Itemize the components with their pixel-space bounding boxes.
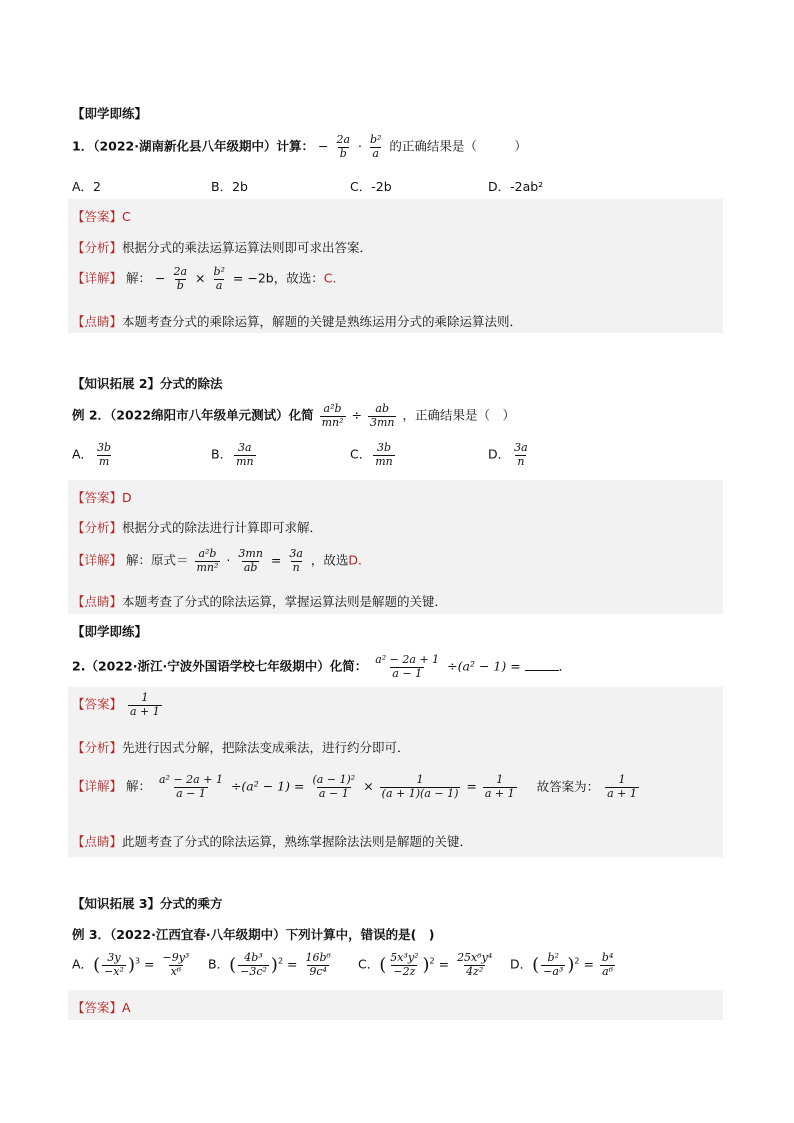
detail-times: × <box>363 778 374 794</box>
ex2-analysis <box>72 518 322 536</box>
q1-dot: · <box>358 138 362 154</box>
detail-result: = −2b，故选： <box>232 270 324 286</box>
q2-answer <box>72 692 164 718</box>
analysis-label: 【分析】 <box>72 740 123 755</box>
ex3-option-a: A．( $\frac{3y}{\text{−x²}}$ )$^3$ = $\frac{\text{−9y³}}{\text{x⁶}}$ <box>72 951 190 978</box>
ex2-option-c: C． $\frac{3b}{mn}$ <box>350 441 393 468</box>
section-header-knowledge-2: 【知识拓展 2】分式的除法 <box>72 376 223 391</box>
analysis-label: 【分析】 <box>72 240 123 255</box>
detail-eq: = <box>466 778 477 794</box>
detail-fraction-2: $\frac{3mn}{ab}$ <box>238 547 263 574</box>
answer-fraction: $\frac{1}{a + 1}$ <box>130 691 160 718</box>
ex3-option-d: D．( $\frac{\text{b²}}{\text{−a³}}$ )$^2$ = $\frac{\text{b⁴}}{\text{a⁶}}$ <box>510 951 614 978</box>
question-1-stem <box>72 134 527 160</box>
detail-mid: ÷(a² − 1) = <box>230 778 305 794</box>
answer-label: 【答案】 <box>72 1000 123 1015</box>
detail-label: 【详解】 <box>72 552 123 568</box>
example-3-stem: 例 3．（2022·江西宜春·八年级期中）下列计算中，错误的是( ) <box>72 927 435 942</box>
q2-analysis <box>72 738 410 756</box>
section-header-practice-1: 【即学即练】 <box>72 106 148 121</box>
detail-fraction-3: $\frac{3a}{n}$ <box>289 547 303 574</box>
ex2-answer <box>72 488 132 506</box>
ex2-option-d: D． $\frac{3a}{n}$ <box>488 441 528 468</box>
q1-analysis <box>72 238 372 256</box>
ex2-detail <box>72 548 362 574</box>
ex2-comment <box>72 592 447 610</box>
detail-final-label: 故答案为： <box>536 778 600 794</box>
ex2-option-a: A． $\frac{3b}{m}$ <box>72 441 112 468</box>
detail-choice: C. <box>323 270 337 286</box>
q1-fraction-1: $\frac{2a}{b}$ <box>336 133 351 160</box>
analysis-text: 根据分式的除法进行计算即可求解． <box>122 520 323 535</box>
ex3-option-b: B．( $\frac{\text{4b³}}{\text{−3c²}}$ )$^2$ = $\frac{\text{16b⁶}}{\text{9c⁴}}$ <box>208 951 331 978</box>
q2-answer-blank <box>525 670 559 671</box>
answer-value: D <box>122 490 132 505</box>
ex2-divide: ÷ <box>351 407 362 423</box>
detail-choice: D. <box>348 552 363 568</box>
detail-dot: · <box>226 552 231 568</box>
detail-fraction-1: $\frac{\text{a²b}}{\text{mn²}}$ <box>196 547 219 574</box>
detail-times: × <box>195 270 206 286</box>
q1-option-a: A．2 <box>72 179 102 194</box>
ex3-solution-panel <box>68 990 723 1020</box>
detail-fraction-2: $\frac{\text{b²}}{a}$ <box>213 265 225 292</box>
detail-prefix: 解： <box>126 270 152 286</box>
q2-fraction: $\frac{\text{a² − 2a + 1}}{a - 1}$ <box>375 653 440 680</box>
ex2-option-b: B． $\frac{3a}{mn}$ <box>211 441 254 468</box>
example-2-suffix: ，正确结果是（ ） <box>402 407 515 423</box>
q1-option-c: C．-2b <box>350 179 392 194</box>
detail-fraction-4: $\frac{1}{a + 1}$ <box>484 773 515 800</box>
answer-value: A <box>122 1000 131 1015</box>
ex3-option-c: C．( $\frac{\text{5x³y²}}{-2z}$ )$^2$ = $\frac{\text{25x⁶y⁴}}{\text{4z²}}$ <box>358 951 493 978</box>
section-header-knowledge-3: 【知识拓展 3】分式的乘方 <box>72 896 223 911</box>
q1-comment <box>72 312 522 330</box>
q1-option-b: B．2b <box>211 179 248 194</box>
ex3-answer <box>72 998 131 1016</box>
question-1-suffix: 的正确结果是（ ） <box>389 138 527 154</box>
example-2-stem <box>72 403 515 429</box>
q1-answer <box>72 207 131 225</box>
answer-label: 【答案】 <box>72 209 123 224</box>
comment-text: 本题考查分式的乘除运算，解题的关键是熟练运用分式的乘除运算法则． <box>122 314 523 329</box>
analysis-label: 【分析】 <box>72 520 123 535</box>
q2-end: ． <box>558 658 572 674</box>
question-1-prefix: 1．（2022·湖南新化县八年级期中）计算： <box>72 138 314 154</box>
detail-suffix: ，故选 <box>310 552 349 568</box>
comment-label: 【点睛】 <box>72 834 123 849</box>
detail-label: 【详解】 <box>72 778 123 794</box>
detail-fraction-1: $\frac{2a}{b}$ <box>173 265 188 292</box>
answer-label: 【答案】 <box>72 696 123 712</box>
detail-fraction-1: $\frac{\text{a² − 2a + 1}}{a - 1}$ <box>159 773 223 800</box>
analysis-text: 根据分式的乘法运算运算法则即可求出答案． <box>122 240 373 255</box>
q1-detail <box>72 266 336 292</box>
q1-option-d: D．-2ab² <box>488 179 544 194</box>
analysis-text: 先进行因式分解，把除法变成乘法，进行约分即可． <box>122 740 410 755</box>
detail-fraction-5: $\frac{1}{a + 1}$ <box>607 773 637 800</box>
detail-label: 【详解】 <box>72 270 123 286</box>
q2-comment <box>72 832 472 850</box>
answer-label: 【答案】 <box>72 490 123 505</box>
example-2-prefix: 例 2．（2022绵阳市八年级单元测试）化简 <box>72 407 314 423</box>
detail-prefix: 解： <box>126 778 152 794</box>
question-2-prefix: 2.（2022·浙江·宁波外国语学校七年级期中）化简： <box>72 658 368 674</box>
comment-text: 本题考查了分式的除法运算，掌握运算法则是解题的关键． <box>122 594 448 609</box>
q1-neg-sign: − <box>317 138 329 154</box>
detail-prefix: 解：原式＝ <box>126 552 189 568</box>
ex2-fraction-2: $\frac{ab}{3mn}$ <box>369 402 395 429</box>
ex2-fraction-1: $\frac{\text{a²b}}{\text{mn²}}$ <box>321 402 344 429</box>
section-header-practice-2: 【即学即练】 <box>72 624 148 639</box>
question-2-stem <box>72 654 571 680</box>
answer-value: C <box>122 209 131 224</box>
q2-detail <box>72 774 641 800</box>
comment-label: 【点睛】 <box>72 594 123 609</box>
detail-fraction-3: $\frac{1}{(a + 1)(a - 1)}$ <box>381 773 459 800</box>
detail-neg: − <box>155 270 166 286</box>
q1-fraction-2: $\frac{\text{b²}}{a}$ <box>369 133 382 160</box>
q2-tail: ÷(a² − 1) = <box>447 658 521 674</box>
comment-label: 【点睛】 <box>72 314 123 329</box>
detail-fraction-2: $\frac{\text{(a − 1)²}}{a - 1}$ <box>312 773 356 800</box>
comment-text: 此题考查了分式的除法运算，熟练掌握除法法则是解题的关键． <box>122 834 473 849</box>
detail-eq: = <box>270 552 282 568</box>
